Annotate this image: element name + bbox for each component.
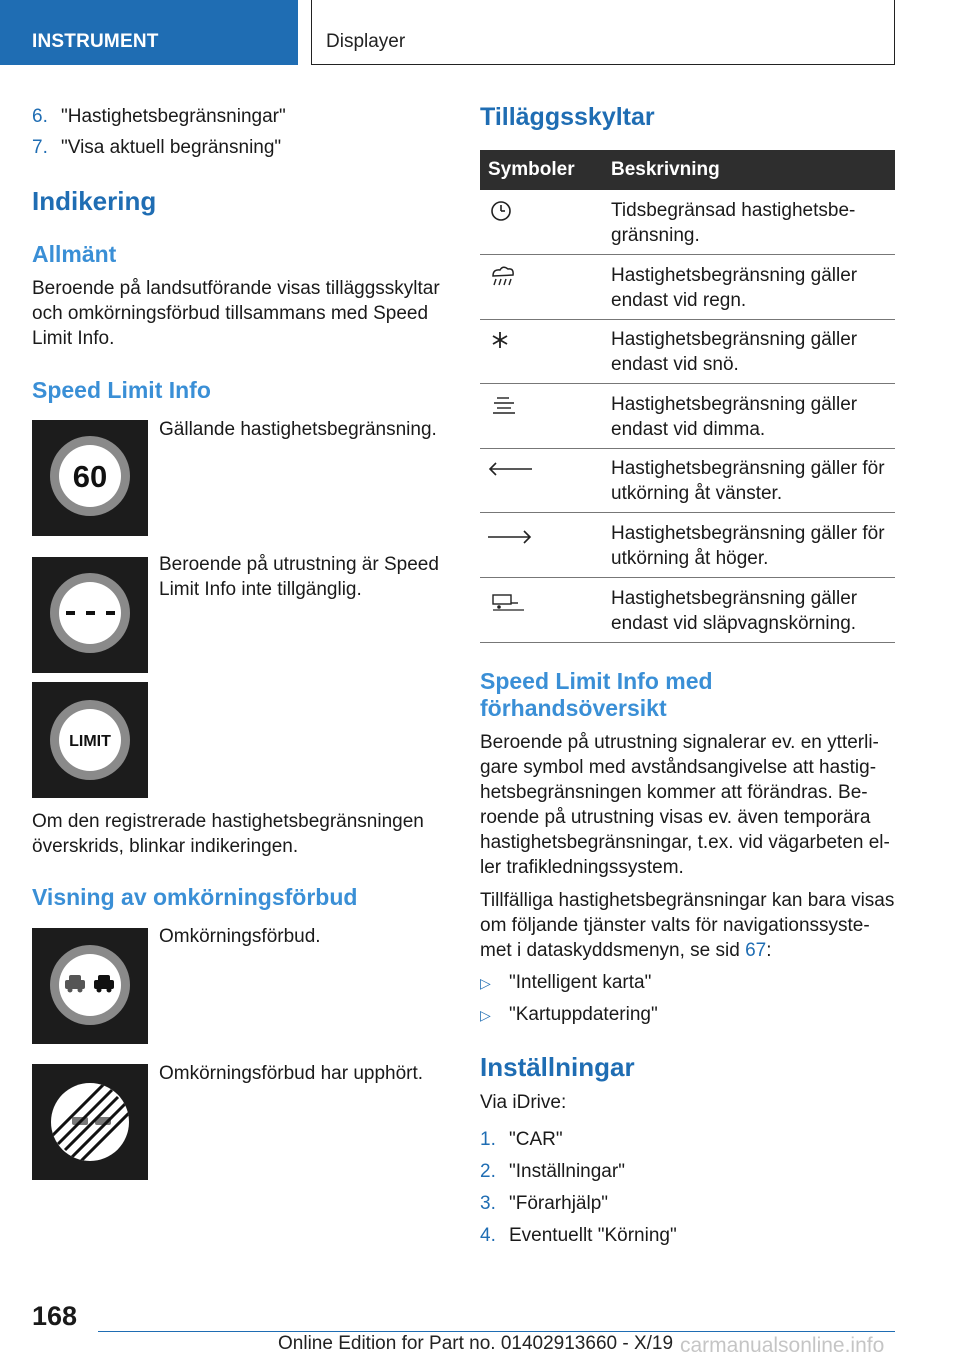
table-row: [480, 255, 895, 320]
table-row: [480, 384, 895, 449]
list-text: "Förarhjälp": [509, 1193, 609, 1214]
edition-footer: Online Edition for Part no. 01402913660 - X/19: [278, 1333, 674, 1354]
list-item: [480, 1192, 608, 1216]
list-number: 7.: [32, 137, 48, 158]
arrow-right-icon: [484, 521, 534, 551]
list-number: 4.: [480, 1225, 496, 1246]
list-text: "CAR": [509, 1129, 563, 1150]
settings-heading: Inställningar: [480, 1052, 635, 1082]
allmant-text: Beroende på landsutförande visas tilläggsskyltar och omkörningsförbud tillsammans med Speed Limit Info.: [32, 278, 440, 349]
row-description: Hastighetsbegränsning gäller endast vid regn.: [611, 265, 858, 311]
settings-intro: Via iDrive:: [480, 1092, 567, 1113]
temporary-limits-colon: :: [766, 940, 772, 961]
snowflake-icon: [484, 327, 534, 357]
table-row: [480, 190, 895, 255]
table-row: [480, 319, 895, 384]
list-number: 3.: [480, 1193, 496, 1214]
arrow-left-icon: [484, 456, 534, 486]
row-description: Hastighetsbegränsning gäller endast vid släpvagnskörning.: [611, 588, 858, 634]
section-label: INSTRUMENT: [32, 31, 159, 52]
table-header: [480, 150, 895, 190]
exceed-text: Om den registrerade hastighetsbegränsningen överskrids, blinkar indikeringen.: [32, 811, 424, 857]
triangle-bullet-icon: ▷: [480, 975, 491, 991]
speed-limit-limit-sign: [32, 682, 148, 798]
sign-unavailable-description: Beroende på utrustning är Speed Limit Info inte tillgänglig.: [159, 554, 439, 600]
trailer-icon: [484, 586, 534, 616]
preview-heading: Speed Limit Info med förhandsöversikt: [480, 668, 713, 721]
speed-limit-unavailable-sign: [32, 557, 148, 673]
watermark: carmanualsonline.info: [680, 1334, 885, 1357]
footer-divider: [98, 1331, 895, 1332]
list-item: [480, 1224, 677, 1248]
table-header-description: Beskrivning: [611, 159, 720, 180]
end-no-overtaking-description: Omkörningsförbud har upphört.: [159, 1063, 424, 1084]
list-text: "Visa aktuell begränsning": [61, 137, 282, 158]
list-number: 6.: [32, 106, 48, 127]
overtake-heading: Visning av omkörningsförbud: [32, 884, 358, 910]
table-row: [480, 513, 895, 578]
temporary-limits-body: Tillfälliga hastighetsbegränsningar kan bara visas om följande tjänster valts för navigationssyste-met i dataskyddsmenyn, se sid: [480, 890, 895, 961]
list-item: [32, 105, 286, 129]
speed-limit-60-sign: [32, 420, 148, 536]
list-text: Eventuellt "Körning": [509, 1225, 677, 1246]
tillaggsskyltar-heading: Tilläggsskyltar: [480, 103, 655, 131]
section-tab: [0, 0, 298, 65]
table-header-symbols: Symboler: [488, 159, 575, 180]
row-description: Tidsbegränsad hastighetsbe-gränsning.: [611, 200, 856, 246]
speed-limit-info-heading: Speed Limit Info: [32, 377, 211, 403]
table-row: [480, 448, 895, 513]
indikering-heading: Indikering: [32, 186, 157, 216]
row-description: Hastighetsbegränsning gäller för utkörning åt höger.: [611, 523, 885, 569]
row-description: Hastighetsbegränsning gäller för utkörning åt vänster.: [611, 458, 885, 504]
list-number: 1.: [480, 1129, 496, 1150]
clock-icon: [484, 198, 534, 228]
chapter-tab: [311, 0, 895, 65]
sign-60-description: Gällande hastighetsbegränsning.: [159, 419, 437, 440]
bullet-text: "Intelligent karta": [509, 972, 652, 993]
page-reference-link[interactable]: 67: [745, 940, 767, 961]
table-row: [480, 578, 895, 643]
row-description: Hastighetsbegränsning gäller endast vid dimma.: [611, 394, 858, 440]
list-item: [480, 971, 651, 995]
no-overtaking-description: Omkörningsförbud.: [159, 926, 321, 947]
page-number: 168: [32, 1301, 78, 1331]
row-description: Hastighetsbegränsning gäller endast vid snö.: [611, 329, 858, 375]
rain-icon: [484, 263, 534, 293]
fog-icon: [484, 392, 534, 422]
preview-text: Beroende på utrustning signalerar ev. en ytterli-gare symbol med avståndsangivelse att hastig-hetsbegränsningen kommer att förändras. Be-roende på utrustning visas ev. även temporära hastighetsbegränsningar, t.ex. vid vägarbeten el-ler trafikledningssystem.: [480, 732, 890, 878]
no-overtaking-sign: [32, 928, 148, 1044]
list-item: [480, 1003, 658, 1027]
list-text: "Hastighetsbegränsningar": [61, 106, 286, 127]
chapter-label: Displayer: [326, 31, 406, 52]
triangle-bullet-icon: ▷: [480, 1007, 491, 1023]
allmant-heading: Allmänt: [32, 241, 117, 267]
list-text: "Inställningar": [509, 1161, 625, 1182]
sign-limit-label: LIMIT: [69, 733, 111, 750]
end-no-overtaking-sign: [32, 1064, 148, 1180]
sign-60-number: 60: [72, 459, 108, 494]
list-number: 2.: [480, 1161, 496, 1182]
temporary-limits-text: [480, 888, 895, 963]
bullet-text: "Kartuppdatering": [509, 1004, 658, 1025]
list-item: [32, 136, 281, 160]
list-item: [480, 1128, 563, 1152]
list-item: [480, 1160, 625, 1184]
